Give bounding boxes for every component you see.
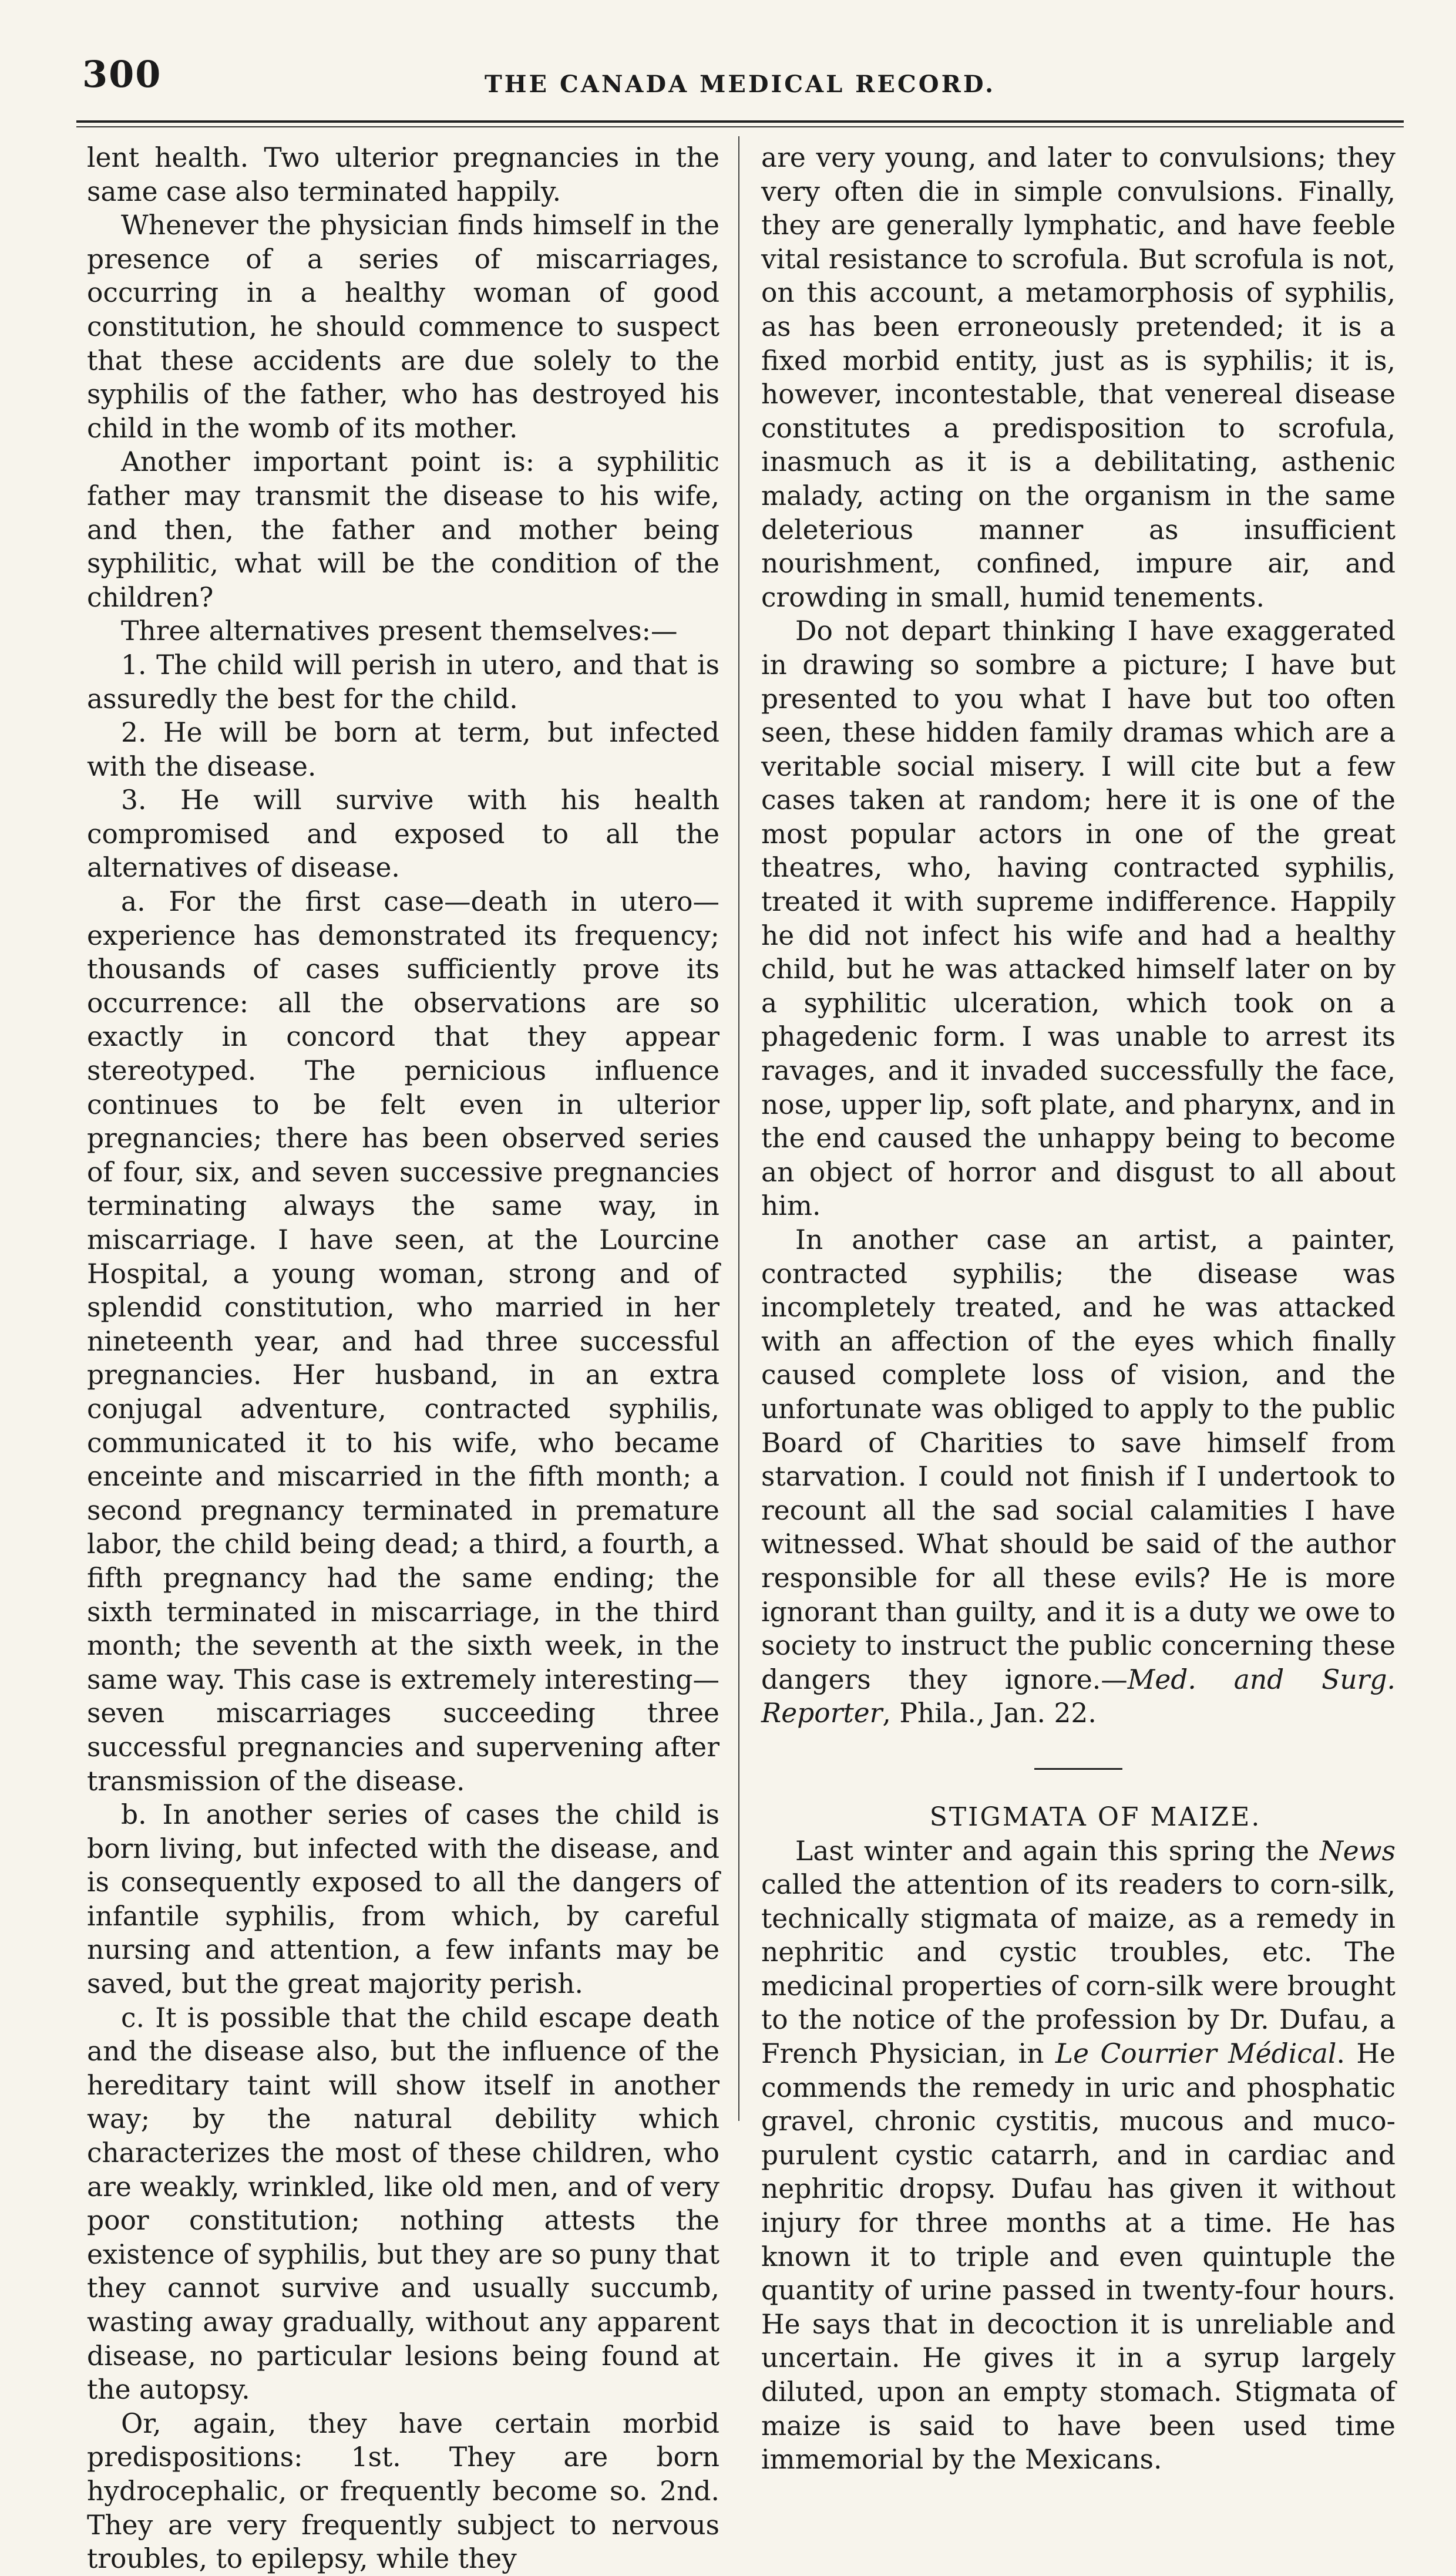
- left-column: [87, 141, 719, 2576]
- paragraph: are very young, and later to convulsions; they very often die in simple convulsions. Finally, they are generally lymphatic, and have feeble vital resistance to scrofula. But scrofula is not, on this account, a metamorphosis of syphilis, as has been erroneously pretended; it is a fixed morbid entity, just as is syphilis; it is, however, incontestable, that venereal disease constitutes a predisposition to scrofula, inasmuch as it is a debilitating, asthenic malady, acting on the organism in the same deleterious manner as insufficient nourishment, confined, impure air, and crowding in small, humid tenements.: [761, 142, 1396, 613]
- page-header: [76, 41, 1404, 112]
- paragraph-text: In another case an artist, a painter, contracted syphilis; the disease was incompletely treated, and he was attacked with an affection of the eyes which finally caused complete loss of vision, and the unfortunate was obliged to apply to the public Board of Charities to save himself from starvation. I could not finish if I undertook to recount all the sad social calamities I have witnessed. What should be said of the author responsible for all these evils? He is more ignorant than guilty, and it is a duty we owe to society to instruct the public concerning these dangers they ignore.—: [761, 1224, 1396, 1695]
- paragraph: Three alternatives present themselves:—: [121, 615, 678, 647]
- paragraph: c. It is possible that the child escape death and the disease also, but the influence of the hereditary taint will show itself in another way; by the natural debility which characterizes the most of these children, who are weakly, wrinkled, like old men, and of very poor constitution; nothing attests the existence of syphilis, but they are so puny that they cannot survive and usually succumb, wasting away gradually, without any apparent disease, no particular lesions being found at the autopsy.: [87, 2002, 719, 2406]
- paragraph: [761, 1223, 1396, 1730]
- column-divider: [738, 136, 739, 2121]
- right-column: [761, 141, 1396, 2477]
- section-title: STIGMATA OF MAIZE.: [929, 1801, 1262, 1832]
- section-divider: [1034, 1768, 1122, 1770]
- citation-end: , Phila., Jan. 22.: [882, 1698, 1097, 1729]
- header-rule-thin: [76, 126, 1404, 127]
- paragraph: [761, 1834, 1396, 2477]
- header-rule: [76, 120, 1404, 123]
- paragraph: b. In another series of cases the child is born living, but infected with the disease, and is consequently exposed to all the dangers of infantile syphilis, from which, by careful nursing and attention, a few infants may be saved, but the great majority perish.: [87, 1799, 719, 2000]
- paragraph: Or, again, they have certain morbid predispositions: 1st. They are born hydrocephalic, or frequently become so. 2nd. They are very frequently subject to nervous troubles, to epilepsy, while they: [87, 2407, 719, 2575]
- list-item: 1. The child will perish in utero, and that is assuredly the best for the child.: [87, 649, 719, 715]
- list-item: 3. He will survive with his health compromised and exposed to all the alternatives of disease.: [87, 784, 719, 884]
- paragraph-text: Last winter and again this spring the: [795, 1835, 1320, 1867]
- publication-name: News: [1319, 1835, 1396, 1867]
- page-number: 300: [82, 53, 162, 96]
- paragraph: Another important point is: a syphilitic father may transmit the disease to his wife, and then, the father and mother being syphilitic, what will be the condition of the children?: [87, 446, 719, 613]
- paragraph: Do not depart thinking I have exaggerated in drawing so sombre a picture; I have but presented to you what I have but too often seen, these hidden family dramas which are a veritable social misery. I will cite but a few cases taken at random; here it is one of the most popular actors in one of the great theatres, who, having contracted syphilis, treated it with supreme indifference. Happily he did not infect his wife and had a healthy child, but he was attacked himself later on by a syphilitic ulceration, which took on a phagedenic form. I was unable to arrest its ravages, and it invaded successfully the face, nose, upper lip, soft plate, and pharynx, and in the end caused the unhappy being to become an object of horror and disgust to all about him.: [761, 615, 1396, 1222]
- paragraph: Whenever the physician finds himself in the presence of a series of miscarriages, occurring in a healthy woman of good constitution, he should commence to suspect that these accidents are due solely to the syphilis of the father, who has destroyed his child in the womb of its mother.: [87, 210, 719, 444]
- publication-name: Le Courrier Médical: [1055, 2038, 1337, 2070]
- paragraph: lent health. Two ulterior pregnancies in the same case also terminated happily.: [87, 142, 719, 207]
- journal-title: THE CANADA MEDICAL RECORD.: [484, 70, 996, 98]
- citation: Med. and Surg. Reporter: [761, 1664, 1396, 1729]
- paragraph-text: . He commends the remedy in uric and phosphatic gravel, chronic cystitis, mucous and muco-purulent cystic catarrh, and in cardiac and nephritic dropsy. Dufau has given it without injury for three months at a time. He has known it to triple and even quintuple the quantity of urine passed in twenty-four hours. He says that in decoction it is unreliable and uncertain. He gives it in a syrup largely diluted, upon an empty stomach. Stigmata of maize is said to have been used time immemorial by the Mexicans.: [761, 2038, 1396, 2476]
- paragraph: a. For the first case—death in utero—experience has demonstrated its frequency; thousands of cases sufficiently prove its occurrence: all the observations are so exactly in concord that they appear stereotyped. The pernicious influence continues to be felt even in ulterior pregnancies; there has been observed series of four, six, and seven successive pregnancies terminating always the same way, in miscarriage. I have seen, at the Lourcine Hospital, a young woman, strong and of splendid constitution, who married in her nineteenth year, and had three successful pregnancies. Her husband, in an extra conjugal adventure, contracted syphilis, communicated it to his wife, who became enceinte and miscarried in the fifth month; a second pregnancy terminated in premature labor, the child being dead; a third, a fourth, a fifth pregnancy had the same ending; the sixth terminated in miscarriage, in the third month; the seventh at the sixth week, in the same way. This case is extremely interesting—seven miscarriages succeeding three successful pregnancies and supervening after transmission of the disease.: [87, 886, 719, 1797]
- list-item: 2. He will be born at term, but infected with the disease.: [87, 717, 719, 782]
- paragraph-text: called the attention of its readers to corn-silk, technically stigmata of maize, as a remedy in nephritic and cystic troubles, etc. The medicinal properties of corn-silk were brought to the notice of the profession by Dr. Dufau, a French Physician, in: [761, 1869, 1396, 2070]
